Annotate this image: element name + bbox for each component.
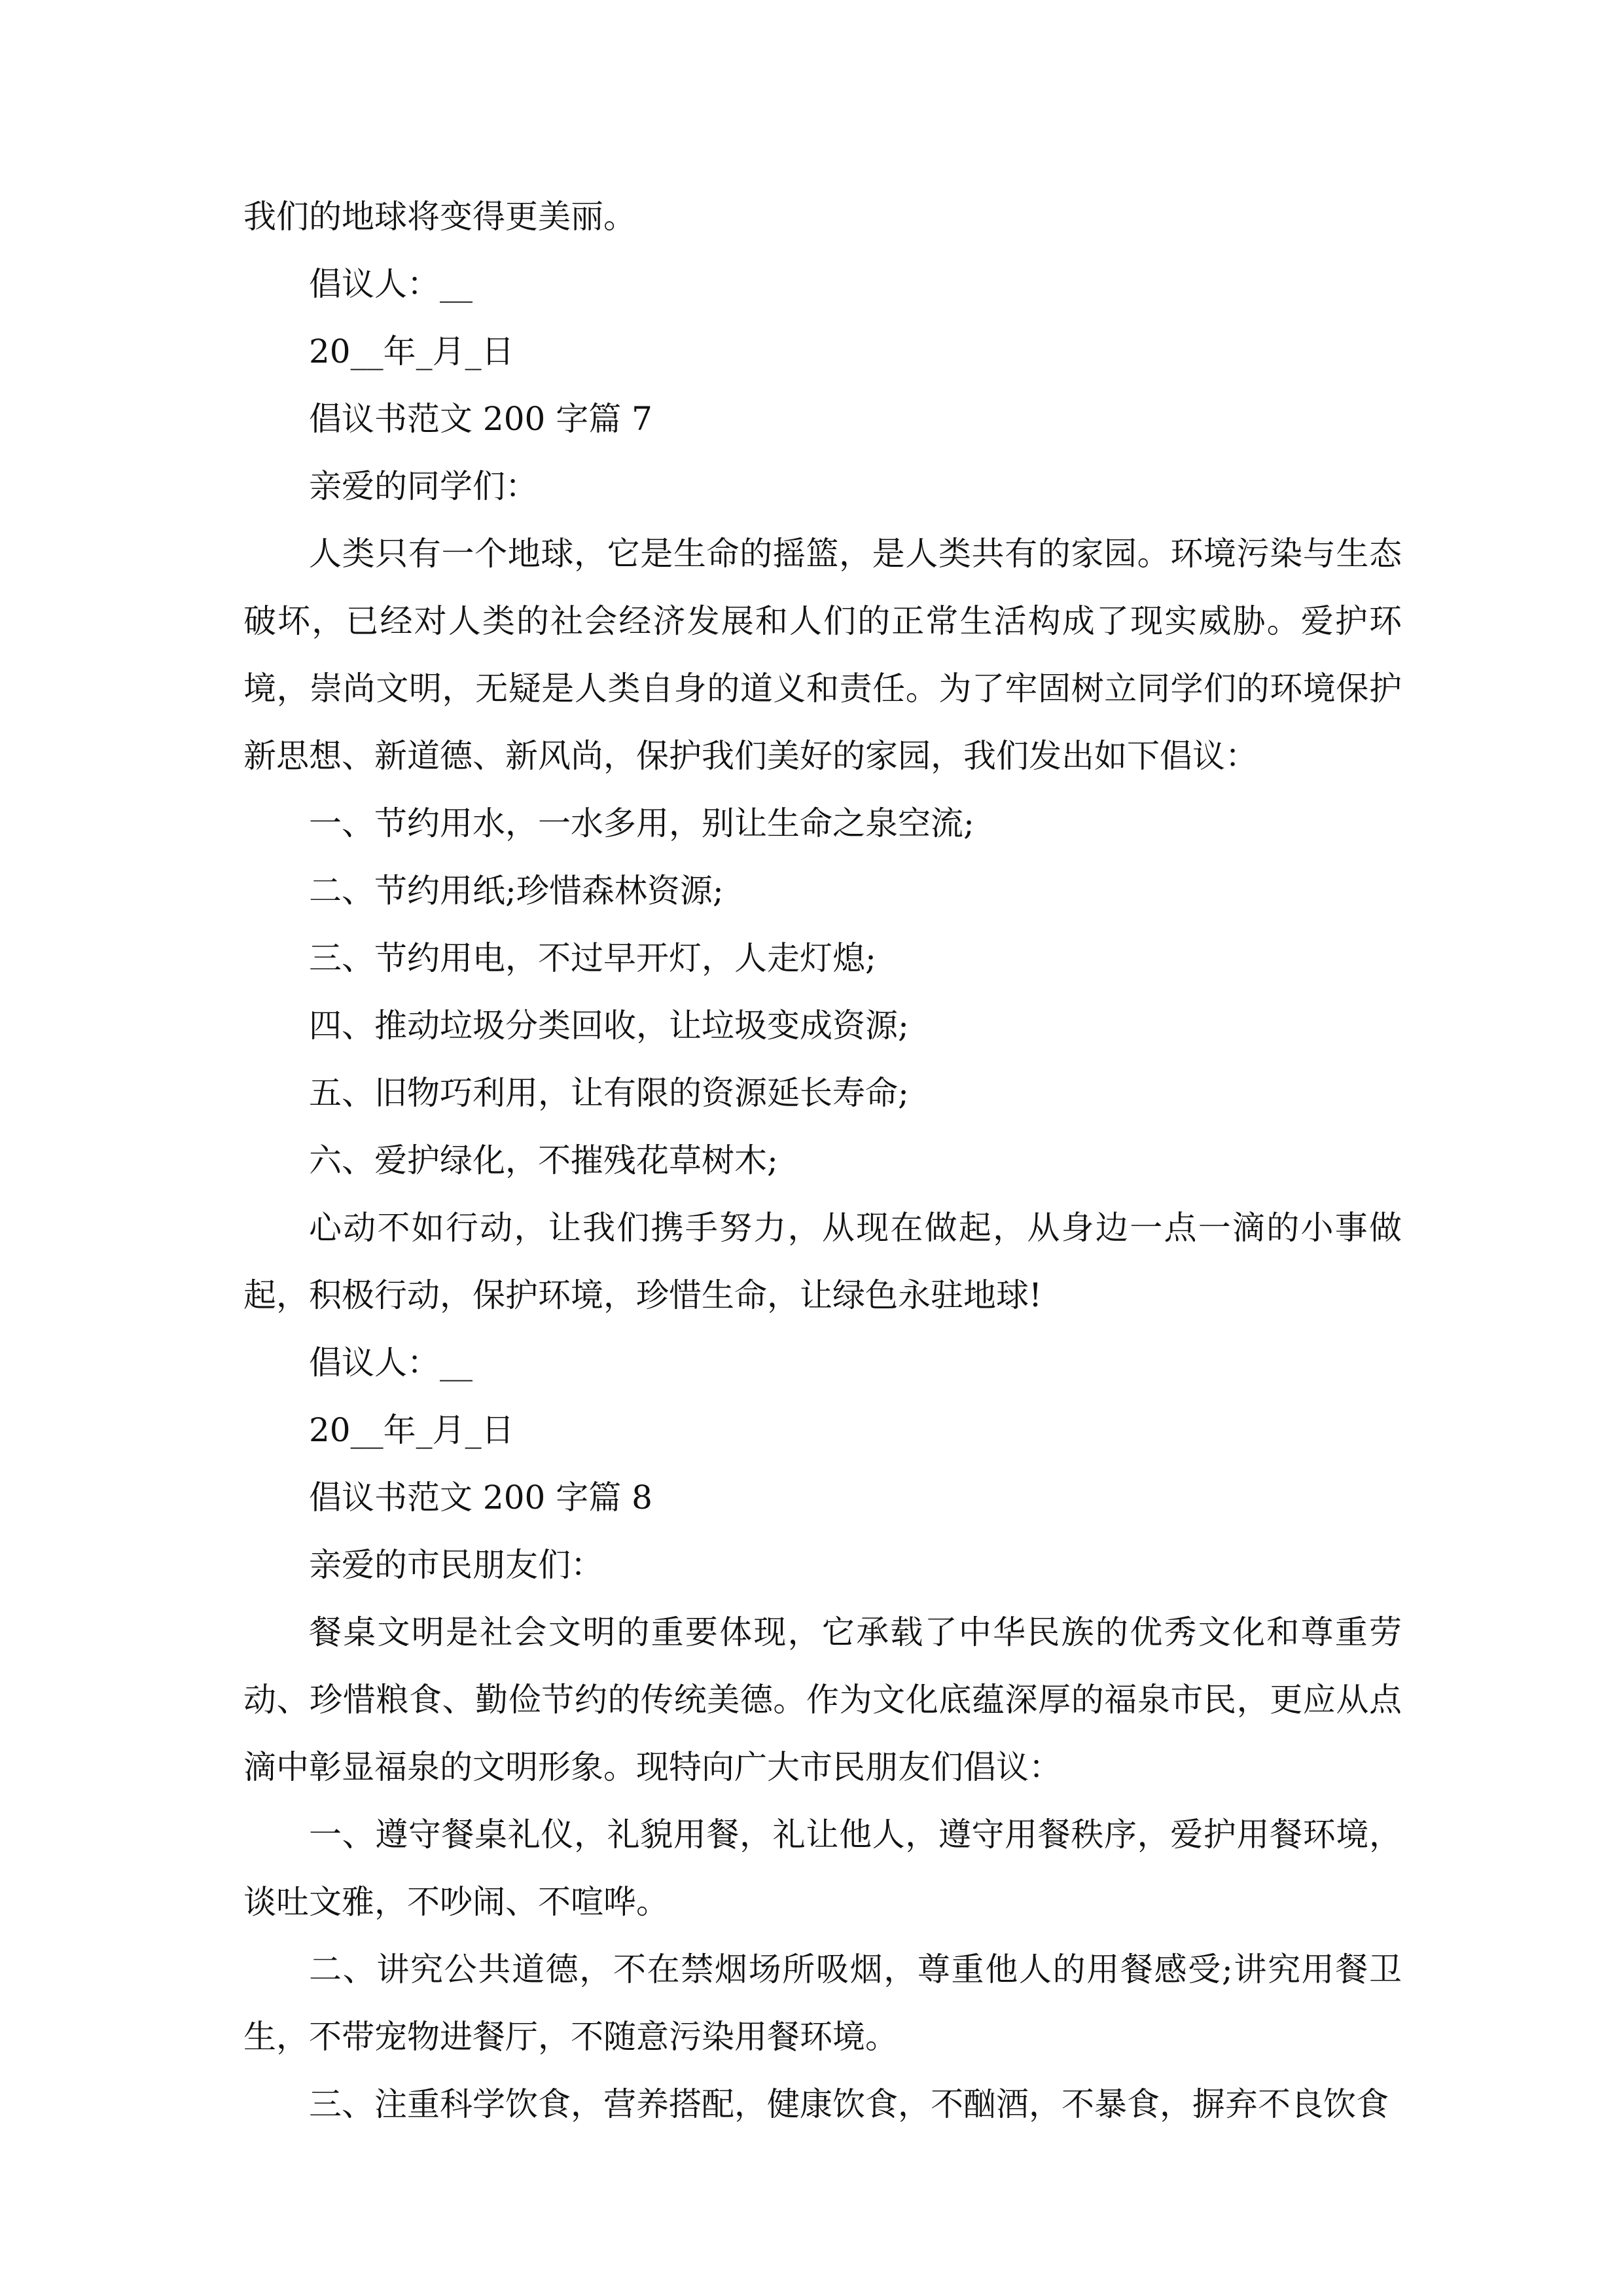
greeting: 亲爱的同学们： [309,467,538,505]
intro-paragraph: 人类只有一个地球，它是生命的摇篮，是人类共有的家园。环境污染与生态破坏，已经对人类的社会经济发展和人们的正常生活构成了现实威胁。爱护环境，崇尚文明，无疑是人类自身的道义和责任。为了牢固树立同学们的环境保护新思想、新道德、新风尚，保护我们美好的家园，我们发出如下倡议： [243,535,1402,775]
list-item: 三、注重科学饮食，营养搭配，健康饮食，不酗酒，不暴食，摒弃不良饮食 [309,2085,1389,2123]
list-item: 三、节约用电，不过早开灯，人走灯熄; [309,939,876,977]
list-item: 五、旧物巧利用，让有限的资源延长寿命; [309,1074,909,1112]
list-item: 四、推动垃圾分类回收，让垃圾变成资源; [309,1007,909,1045]
signer-line: 倡议人：__ [309,1344,473,1382]
section-title: 倡议书范文 200 字篇 7 [309,400,652,438]
section-title: 倡议书范文 200 字篇 8 [309,1479,652,1516]
signer-line: 倡议人：__ [309,265,473,303]
list-item: 一、遵守餐桌礼仪，礼貌用餐，礼让他人，遵守用餐秩序，爱护用餐环境，谈吐文雅，不吵闹、不喧哗。 [243,1816,1402,1921]
greeting: 亲爱的市民朋友们： [309,1546,603,1584]
date-line: 20__年_月_日 [309,1411,514,1449]
continuation-line: 我们的地球将变得更美丽。 [243,198,636,236]
list-item: 二、讲究公共道德，不在禁烟场所吸烟，尊重他人的用餐感受;讲究用餐卫生，不带宠物进餐厅，不随意污染用餐环境。 [243,1950,1402,2056]
document-body [243,183,1402,2138]
intro-paragraph: 餐桌文明是社会文明的重要体现，它承载了中华民族的优秀文化和尊重劳动、珍惜粮食、勤俭节约的传统美德。作为文化底蕴深厚的福泉市民，更应从点滴中彰显福泉的文明形象。现特向广大市民朋友们倡议： [243,1613,1402,1786]
date-line: 20__年_月_日 [309,332,514,370]
closing-paragraph: 心动不如行动，让我们携手努力，从现在做起，从身边一点一滴的小事做起，积极行动，保护环境，珍惜生命，让绿色永驻地球! [243,1209,1402,1314]
list-item: 六、爱护绿化，不摧残花草树木; [309,1141,778,1179]
list-item: 二、节约用纸;珍惜森林资源; [309,872,724,910]
list-item: 一、节约用水，一水多用，别让生命之泉空流; [309,804,974,842]
